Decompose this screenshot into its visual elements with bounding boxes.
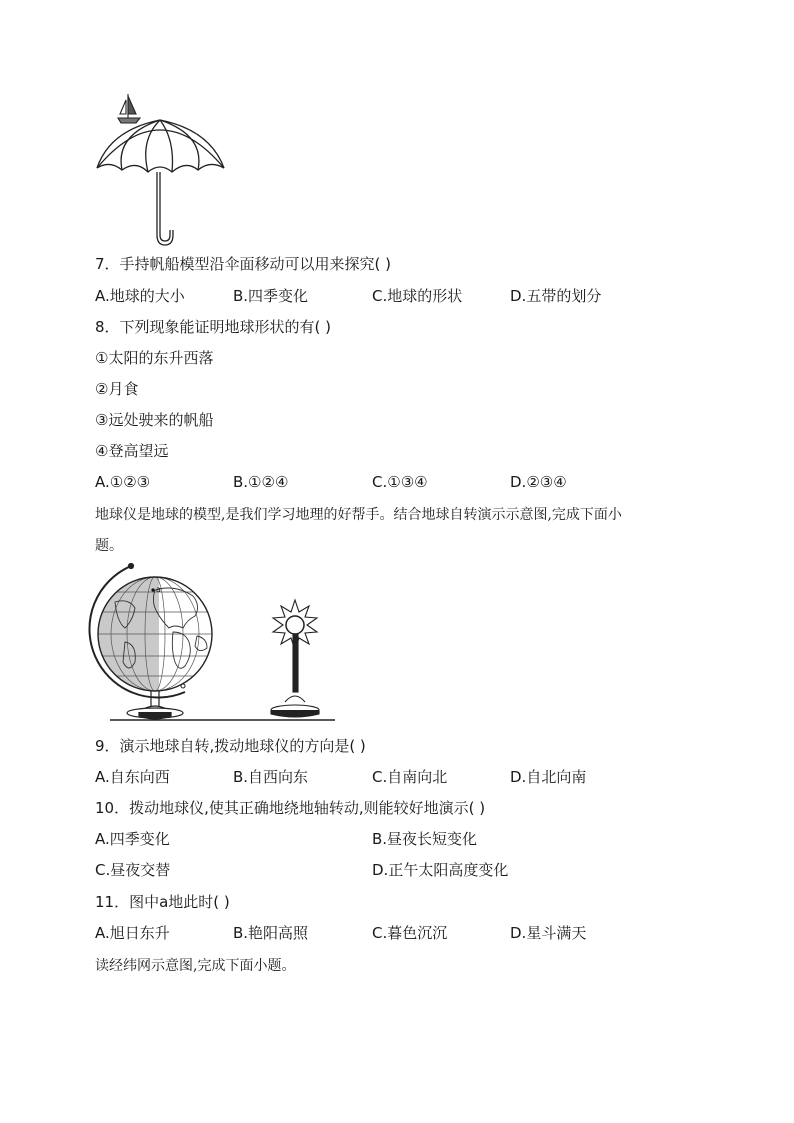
q7-stem: 7．手持帆船模型沿伞面移动可以用来探究( ) (95, 255, 392, 273)
q8-option-b[interactable]: B.①②④ (233, 473, 289, 491)
q10-option-c[interactable]: C.昼夜交替 (95, 861, 171, 879)
q7-option-d[interactable]: D.五带的划分 (510, 287, 602, 305)
intro-grid-line1: 读经纬网示意图,完成下面小题。 (95, 958, 296, 974)
q8-item-3: ③远处驶来的帆船 (95, 411, 214, 429)
q8-item-2: ②月食 (95, 380, 139, 398)
q9-option-b[interactable]: B.自西向东 (233, 768, 309, 786)
q10-stem: 10．拨动地球仪,使其正确地绕地轴转动,则能较好地演示( ) (95, 799, 486, 817)
q9-option-c[interactable]: C.自南向北 (372, 768, 448, 786)
sun-lamp-icon (271, 600, 319, 717)
q7-option-c[interactable]: C.地球的形状 (372, 287, 463, 305)
q8-option-a[interactable]: A.①②③ (95, 473, 151, 491)
q11-option-b[interactable]: B.艳阳高照 (233, 924, 309, 942)
q11-option-d[interactable]: D.星斗满天 (510, 924, 587, 942)
q7-option-a[interactable]: A.地球的大小 (95, 287, 185, 305)
q8-item-4: ④登高望远 (95, 442, 169, 460)
intro-globe-line1: 地球仪是地球的模型,是我们学习地理的好帮手。结合地球自转演示示意图,完成下面小 (95, 507, 622, 523)
q11-option-a[interactable]: A.旭日东升 (95, 924, 170, 942)
umbrella-sailboat-figure (90, 90, 235, 250)
q8-stem: 8．下列现象能证明地球形状的有( ) (95, 318, 332, 336)
q11-option-c[interactable]: C.暮色沉沉 (372, 924, 448, 942)
intro-globe-line2: 题。 (95, 538, 123, 554)
point-a-label: a (156, 585, 161, 594)
q8-option-c[interactable]: C.①③④ (372, 473, 428, 491)
q10-option-a[interactable]: A.四季变化 (95, 830, 170, 848)
q9-option-d[interactable]: D.自北向南 (510, 768, 587, 786)
q10-option-b[interactable]: B.昼夜长短变化 (372, 830, 478, 848)
sailboat-icon (118, 94, 140, 123)
globe-lamp-figure (95, 562, 345, 727)
q7-option-b[interactable]: B.四季变化 (233, 287, 309, 305)
q11-stem: 11．图中a地此时( ) (95, 893, 230, 911)
q9-option-a[interactable]: A.自东向西 (95, 768, 170, 786)
q8-option-d[interactable]: D.②③④ (510, 473, 567, 491)
q8-item-1: ①太阳的东升西落 (95, 349, 214, 367)
q10-option-d[interactable]: D.正午太阳高度变化 (372, 861, 509, 879)
q9-stem: 9．演示地球自转,拨动地球仪的方向是( ) (95, 737, 366, 755)
